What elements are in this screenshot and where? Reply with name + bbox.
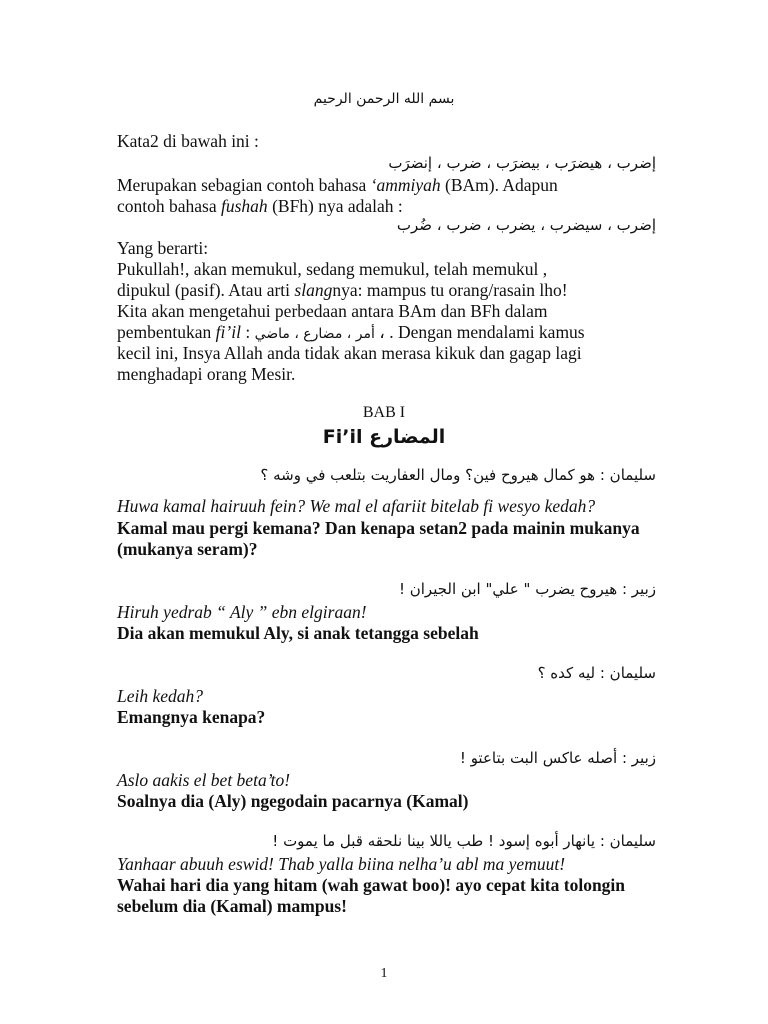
text: ، . Dengan mendalami kamus	[374, 322, 585, 342]
text: nya: mampus tu orang/rasain lho!	[332, 280, 568, 300]
chapter-title-latin: Fi’il	[322, 426, 370, 448]
intro-line-3	[117, 196, 403, 217]
text: (BFh) nya adalah :	[267, 196, 403, 216]
intro-line-7: Kita akan mengetahui perbedaan antara BAm dan BFh dalam	[117, 301, 548, 321]
text: (BAm). Adapun	[440, 175, 558, 195]
intro-line-6	[117, 280, 568, 301]
ammiyah-examples: إضرب ، هيضرَب ، بيضرَب ، ضرب ، إنضرَب	[388, 154, 656, 172]
term-fiil: fi’il	[215, 322, 241, 342]
chapter-title-arabic: المضارع	[369, 426, 446, 448]
dialog-meaning: (mukanya seram)?	[117, 539, 258, 559]
dialog-arabic: سليمان : يانهار أبوه إسود ! طب ياللا بينا نلحقه قبل ما يموت !	[272, 832, 656, 850]
term-ammiyah: ‘ammiyah	[370, 175, 441, 195]
dialog-meaning: Wahai hari dia yang hitam (wah gawat boo)! ayo cepat kita tolongin	[117, 875, 626, 895]
dialog-transliteration: Huwa kamal hairuuh fein? We mal el afariit bitelab fi wesyo kedah?	[117, 496, 596, 516]
dialog-arabic: سليمان : هو كمال هيروح فين؟ ومال العفاريت بتلعب في وشه ؟	[260, 466, 656, 484]
fushah-examples: إضرب ، سيضرب ، يضرب ، ضرب ، ضُرب	[396, 216, 656, 234]
dialog-meaning: sebelum dia (Kamal) mampus!	[117, 896, 347, 916]
dialog-transliteration: Yanhaar abuuh eswid! Thab yalla biina nelha’u abl ma yemuut!	[117, 854, 566, 874]
text: dipukul (pasif). Atau arti	[117, 280, 295, 300]
term-fushah: fushah	[221, 196, 268, 216]
dialog-meaning: Dia akan memukul Aly, si anak tetangga sebelah	[117, 623, 479, 643]
dialog-transliteration: Leih kedah?	[117, 686, 204, 706]
text: contoh bahasa	[117, 196, 221, 216]
text: pembentukan	[117, 322, 216, 342]
chapter-number: BAB I	[362, 404, 406, 421]
intro-line-2	[117, 175, 558, 196]
verb-forms-arabic: أمر ، مضارع ، ماضي	[254, 326, 375, 342]
chapter-title	[0, 426, 768, 448]
intro-line-1: Kata2 di bawah ini :	[117, 131, 259, 151]
text: :	[240, 322, 255, 342]
dialog-arabic: زبير : أصله عاكس البت بتاعتو !	[459, 749, 656, 767]
page-number: 1	[380, 966, 388, 981]
intro-line-5: Pukullah!, akan memukul, sedang memukul, telah memukul ,	[117, 259, 548, 279]
dialog-transliteration: Aslo aakis el bet beta’to!	[117, 770, 291, 790]
dialog-arabic: زبير : هيروح يضرب " علي" ابن الجيران !	[398, 580, 656, 598]
intro-line-8	[117, 322, 585, 345]
term-slang: slang	[294, 280, 333, 300]
intro-line-9: kecil ini, Insya Allah anda tidak akan merasa kikuk dan gagap lagi	[117, 343, 582, 363]
intro-line-10: menghadapi orang Mesir.	[117, 364, 296, 384]
dialog-meaning: Soalnya dia (Aly) ngegodain pacarnya (Kamal)	[117, 791, 469, 811]
basmala: بسم الله الرحمن الرحيم	[313, 91, 455, 107]
dialog-meaning: Kamal mau pergi kemana? Dan kenapa setan2 pada mainin mukanya	[117, 518, 640, 538]
dialog-transliteration: Hiruh yedrab “ Aly ” ebn elgiraan!	[117, 602, 367, 622]
dialog-arabic: سليمان : ليه كده ؟	[537, 664, 656, 682]
intro-line-4: Yang berarti:	[117, 238, 209, 258]
dialog-meaning: Emangnya kenapa?	[117, 707, 266, 727]
text: Merupakan sebagian contoh bahasa	[117, 175, 371, 195]
